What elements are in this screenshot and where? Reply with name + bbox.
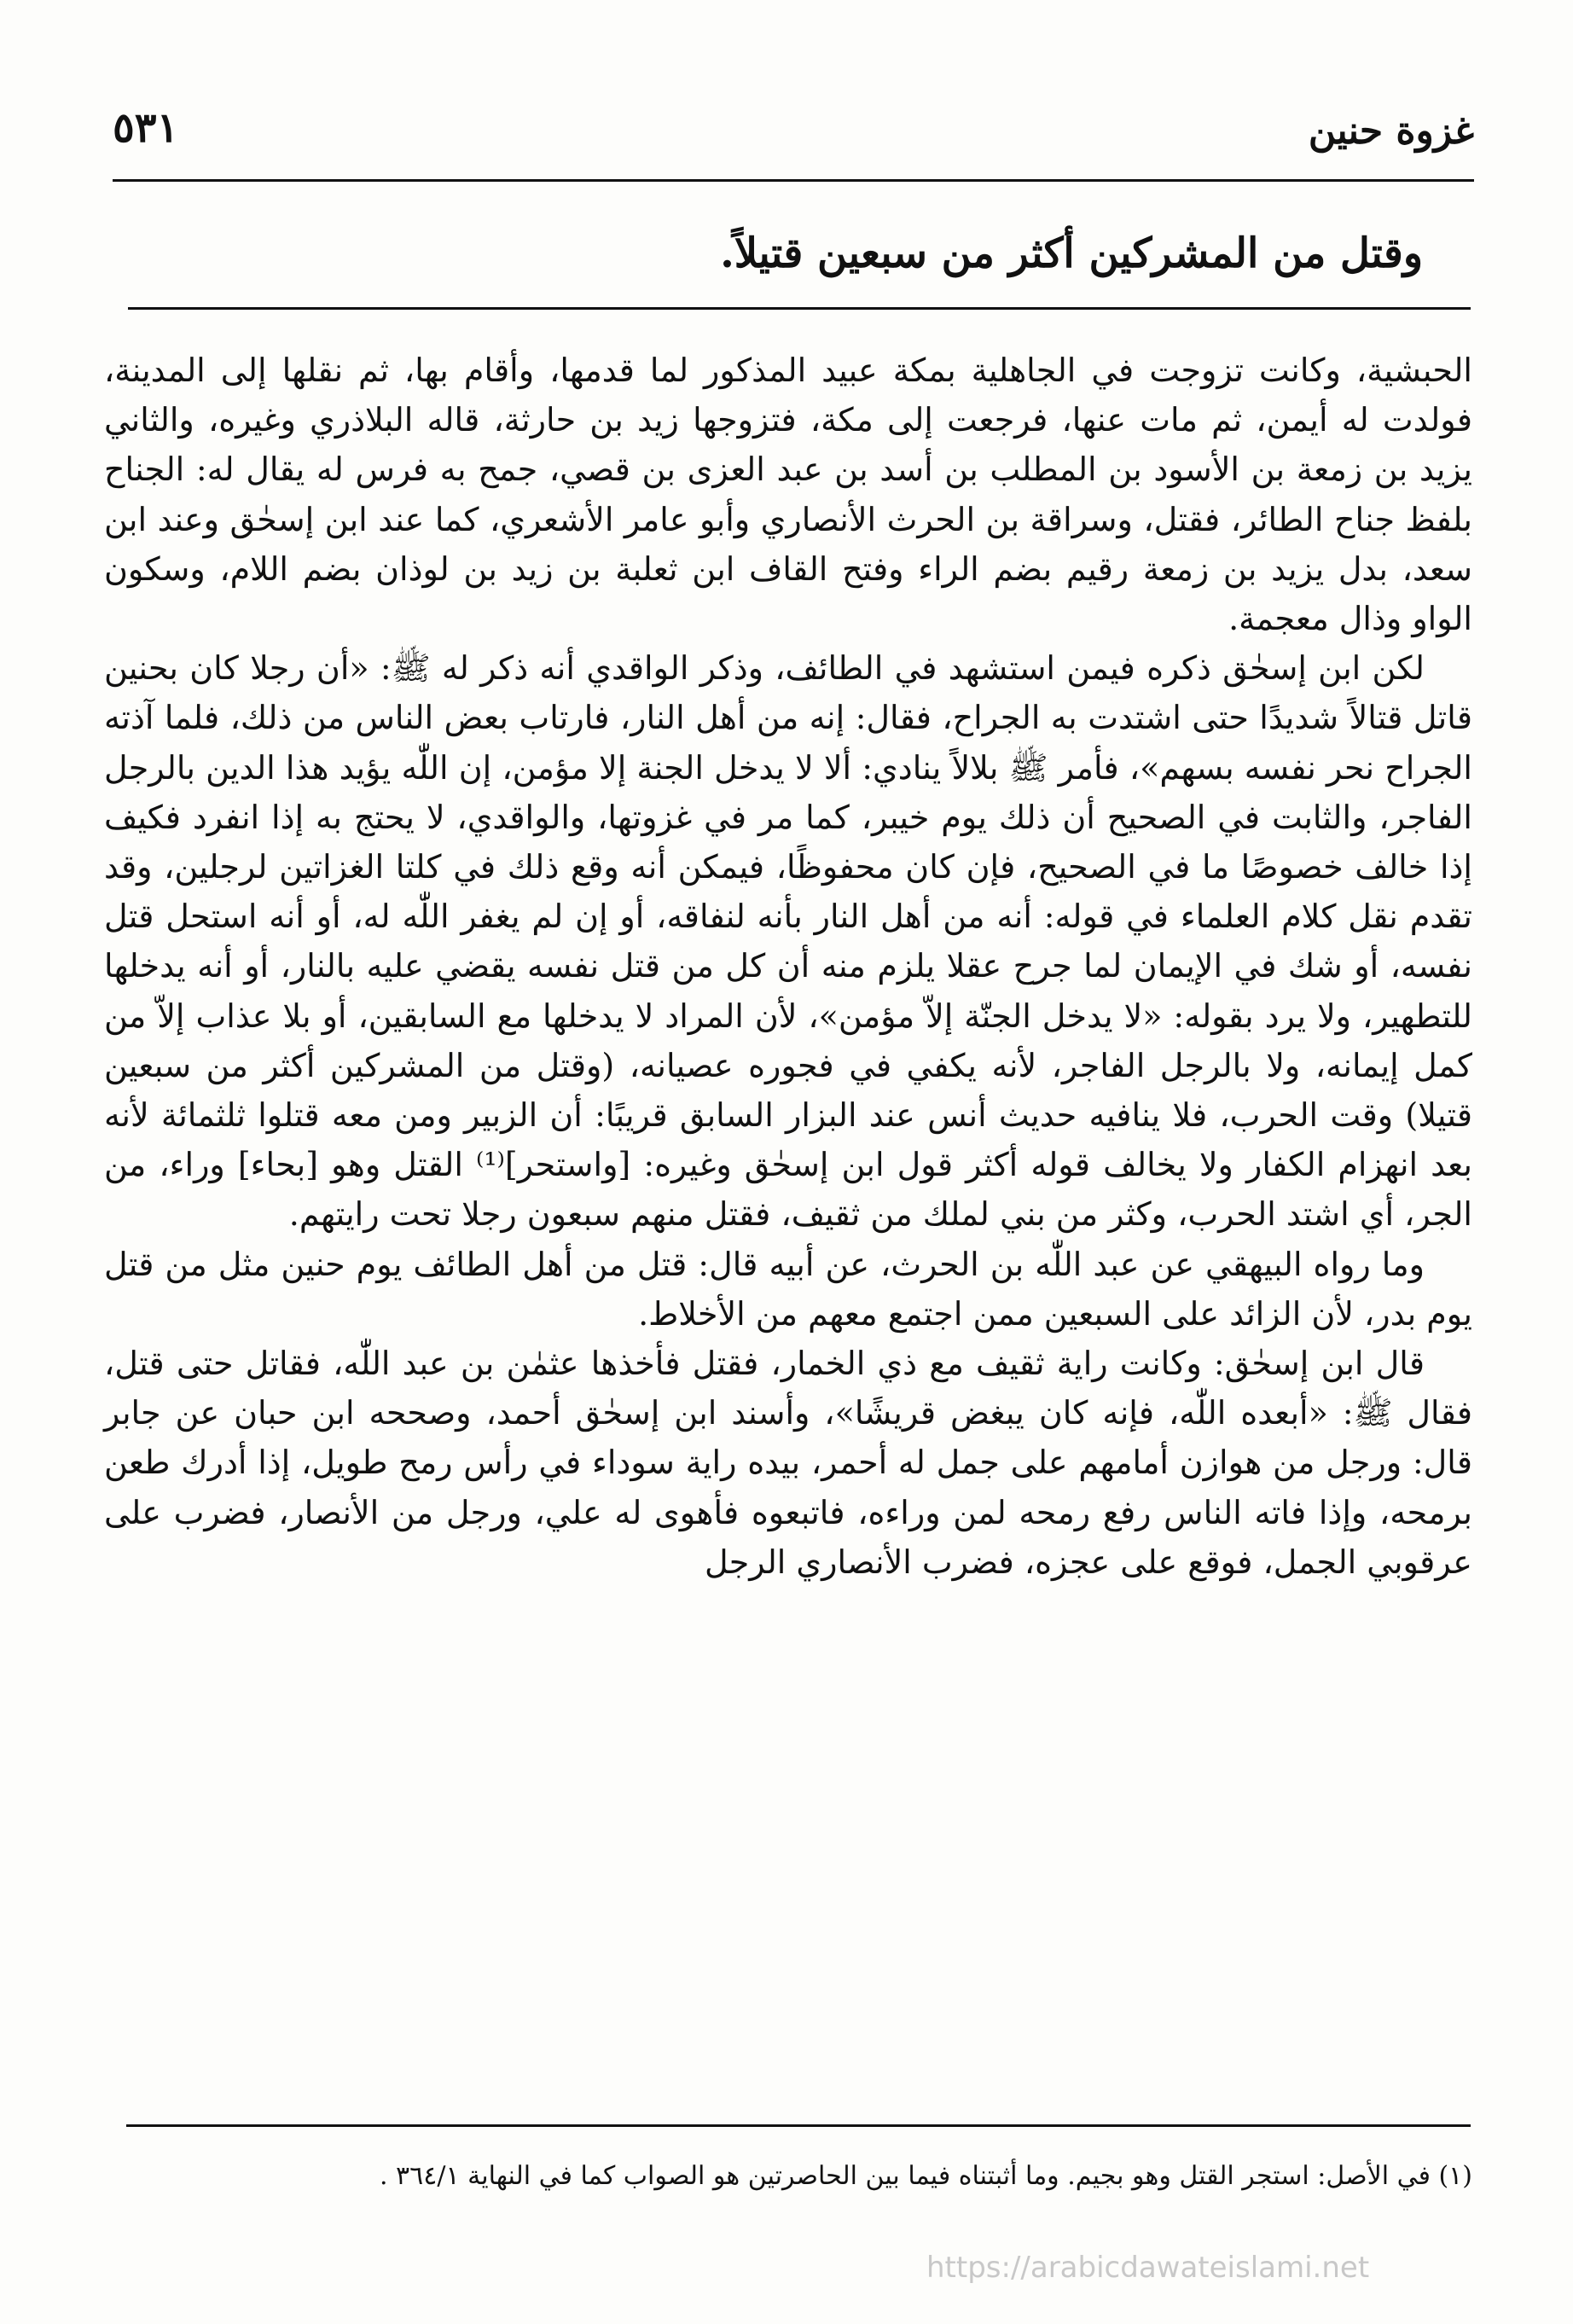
paragraph: قال ابن إسحٰق: وكانت راية ثقيف مع ذي الخمار، فقتل فأخذها عثمٰن بن عبد اللّٰه، فقاتل حتى قتل، فقال ﷺ: «أبعده اللّٰه، فإنه كان يبغض قريشًا»، وأسند ابن إسحٰق أحمد، وصححه ابن حبان عن جابر قال: ورجل من هوازن أمامهم على جمل له أحمر، بيده راية سوداء في رأس رمح طويل، إذا أدرك طعن برمحه، وإذا فاته الناس رفع رمحه لمن وراءه، فاتبعوه فأهوى له علي، ورجل من الأنصار، فضرب على عرقوبي الجمل، فوقع على عجزه، فضرب الأنصاري الرجل — [104, 1345, 1472, 1581]
running-title: غزوة حنين — [1308, 109, 1474, 153]
paragraph: وما رواه البيهقي عن عبد اللّٰه بن الحرث، عن أبيه قال: قتل من أهل الطائف يوم حنين مثل من قتل يوم بدر، لأن الزائد على السبعين ممن اجتمع معهم من الأخلاط. — [104, 1245, 1472, 1333]
footnote-rule — [126, 2124, 1471, 2127]
watermark-url: https://arabicdawateislami.net — [926, 2251, 1370, 2285]
page-header — [113, 101, 1474, 177]
paragraph: الحبشية، وكانت تزوجت في الجاهلية بمكة عبيد المذكور لما قدمها، وأقام بها، ثم نقلها إلى المدينة، فولدت له أيمن، ثم مات عنها، فرجعت إلى مكة، فتزوجها زيد بن حارثة، قاله البلاذري وغيره، والثاني يزيد بن زمعة بن الأسود بن المطلب بن أسد بن عبد العزى بن قصي، جمح به فرس له يقال له: الجناح بلفظ جناح الطائر، فقتل، وسراقة بن الحرث الأنصاري وأبو عامر الأشعري، كما عند ابن إسحٰق وعند ابن سعد، بدل يزيد بن زمعة رقيم بضم الراء وفتح القاف ابن ثعلبة بن زيد بن لوذان بضم اللام، وسكون الواو وذال معجمة. — [104, 352, 1472, 638]
footnote: (١) في الأصل: استجر القتل وهو بجيم. وما أثبتناه فيما بين الحاصرتين هو الصواب كما في النهاية ٣٦٤/١ . — [379, 2161, 1472, 2191]
commentary-body — [104, 346, 1472, 1587]
matn-text: وقتل من المشركين أكثر من سبعين قتيلاً. — [720, 229, 1423, 277]
header-rule — [113, 179, 1474, 182]
matn-rule — [128, 307, 1471, 310]
paragraph: لكن ابن إسحٰق ذكره فيمن استشهد في الطائف، وذكر الواقدي أنه ذكر له ﷺ: «أن رجلا كان بحنين قاتل قتالاً شديدًا حتى اشتدت به الجراح، فقال: إنه من أهل النار، فارتاب بعض الناس من ذلك، فلما آذته الجراح نحر نفسه بسهم»، فأمر ﷺ بلالاً ينادي: ألا لا يدخل الجنة إلا مؤمن، إن اللّٰه يؤيد هذا الدين بالرجل الفاجر، والثابت في الصحيح أن ذلك يوم خيبر، كما مر في غزوتها، والواقدي، لا يحتج به إذا انفرد فكيف إذا خالف خصوصًا ما في الصحيح، فإن كان محفوظًا، فيمكن أنه وقع ذلك في كلتا الغزاتين لرجلين، وقد تقدم نقل كلام العلماء في قوله: أنه من أهل النار بأنه لنفاقه، أو إن لم يغفر اللّٰه له، أو أنه استحل قتل نفسه، أو شك في الإيمان لما جرح عقلا يلزم منه أن كل من قتل نفسه يقضي عليه بالنار، أو أنه يدخلها للتطهير، ولا يرد بقوله: «لا يدخل الجنّة إلاّ مؤمن»، لأن المراد لا يدخلها مع السابقين، أو بلا عذاب إلاّ من كمل إيمانه، ولا بالرجل الفاجر، لأنه يكفي في فجوره عصيانه، (وقتل من المشركين أكثر من سبعين قتيلا) وقت الحرب، فلا ينافيه حديث أنس عند البزار السابق قريبًا: أن الزبير ومن معه قتلوا ثلثمائة لأنه بعد انهزام الكفار ولا يخالف قوله أكثر قول ابن إسحٰق وغيره: [واستحر]⁽¹⁾ القتل وهو [بحاء] وراء، من الجر، أي اشتد الحرب، وكثر من بني لملك من ثقيف، فقتل منهم سبعون رجلا تحت رايتهم. — [104, 649, 1473, 1234]
page-number: ٥٣١ — [113, 104, 179, 152]
